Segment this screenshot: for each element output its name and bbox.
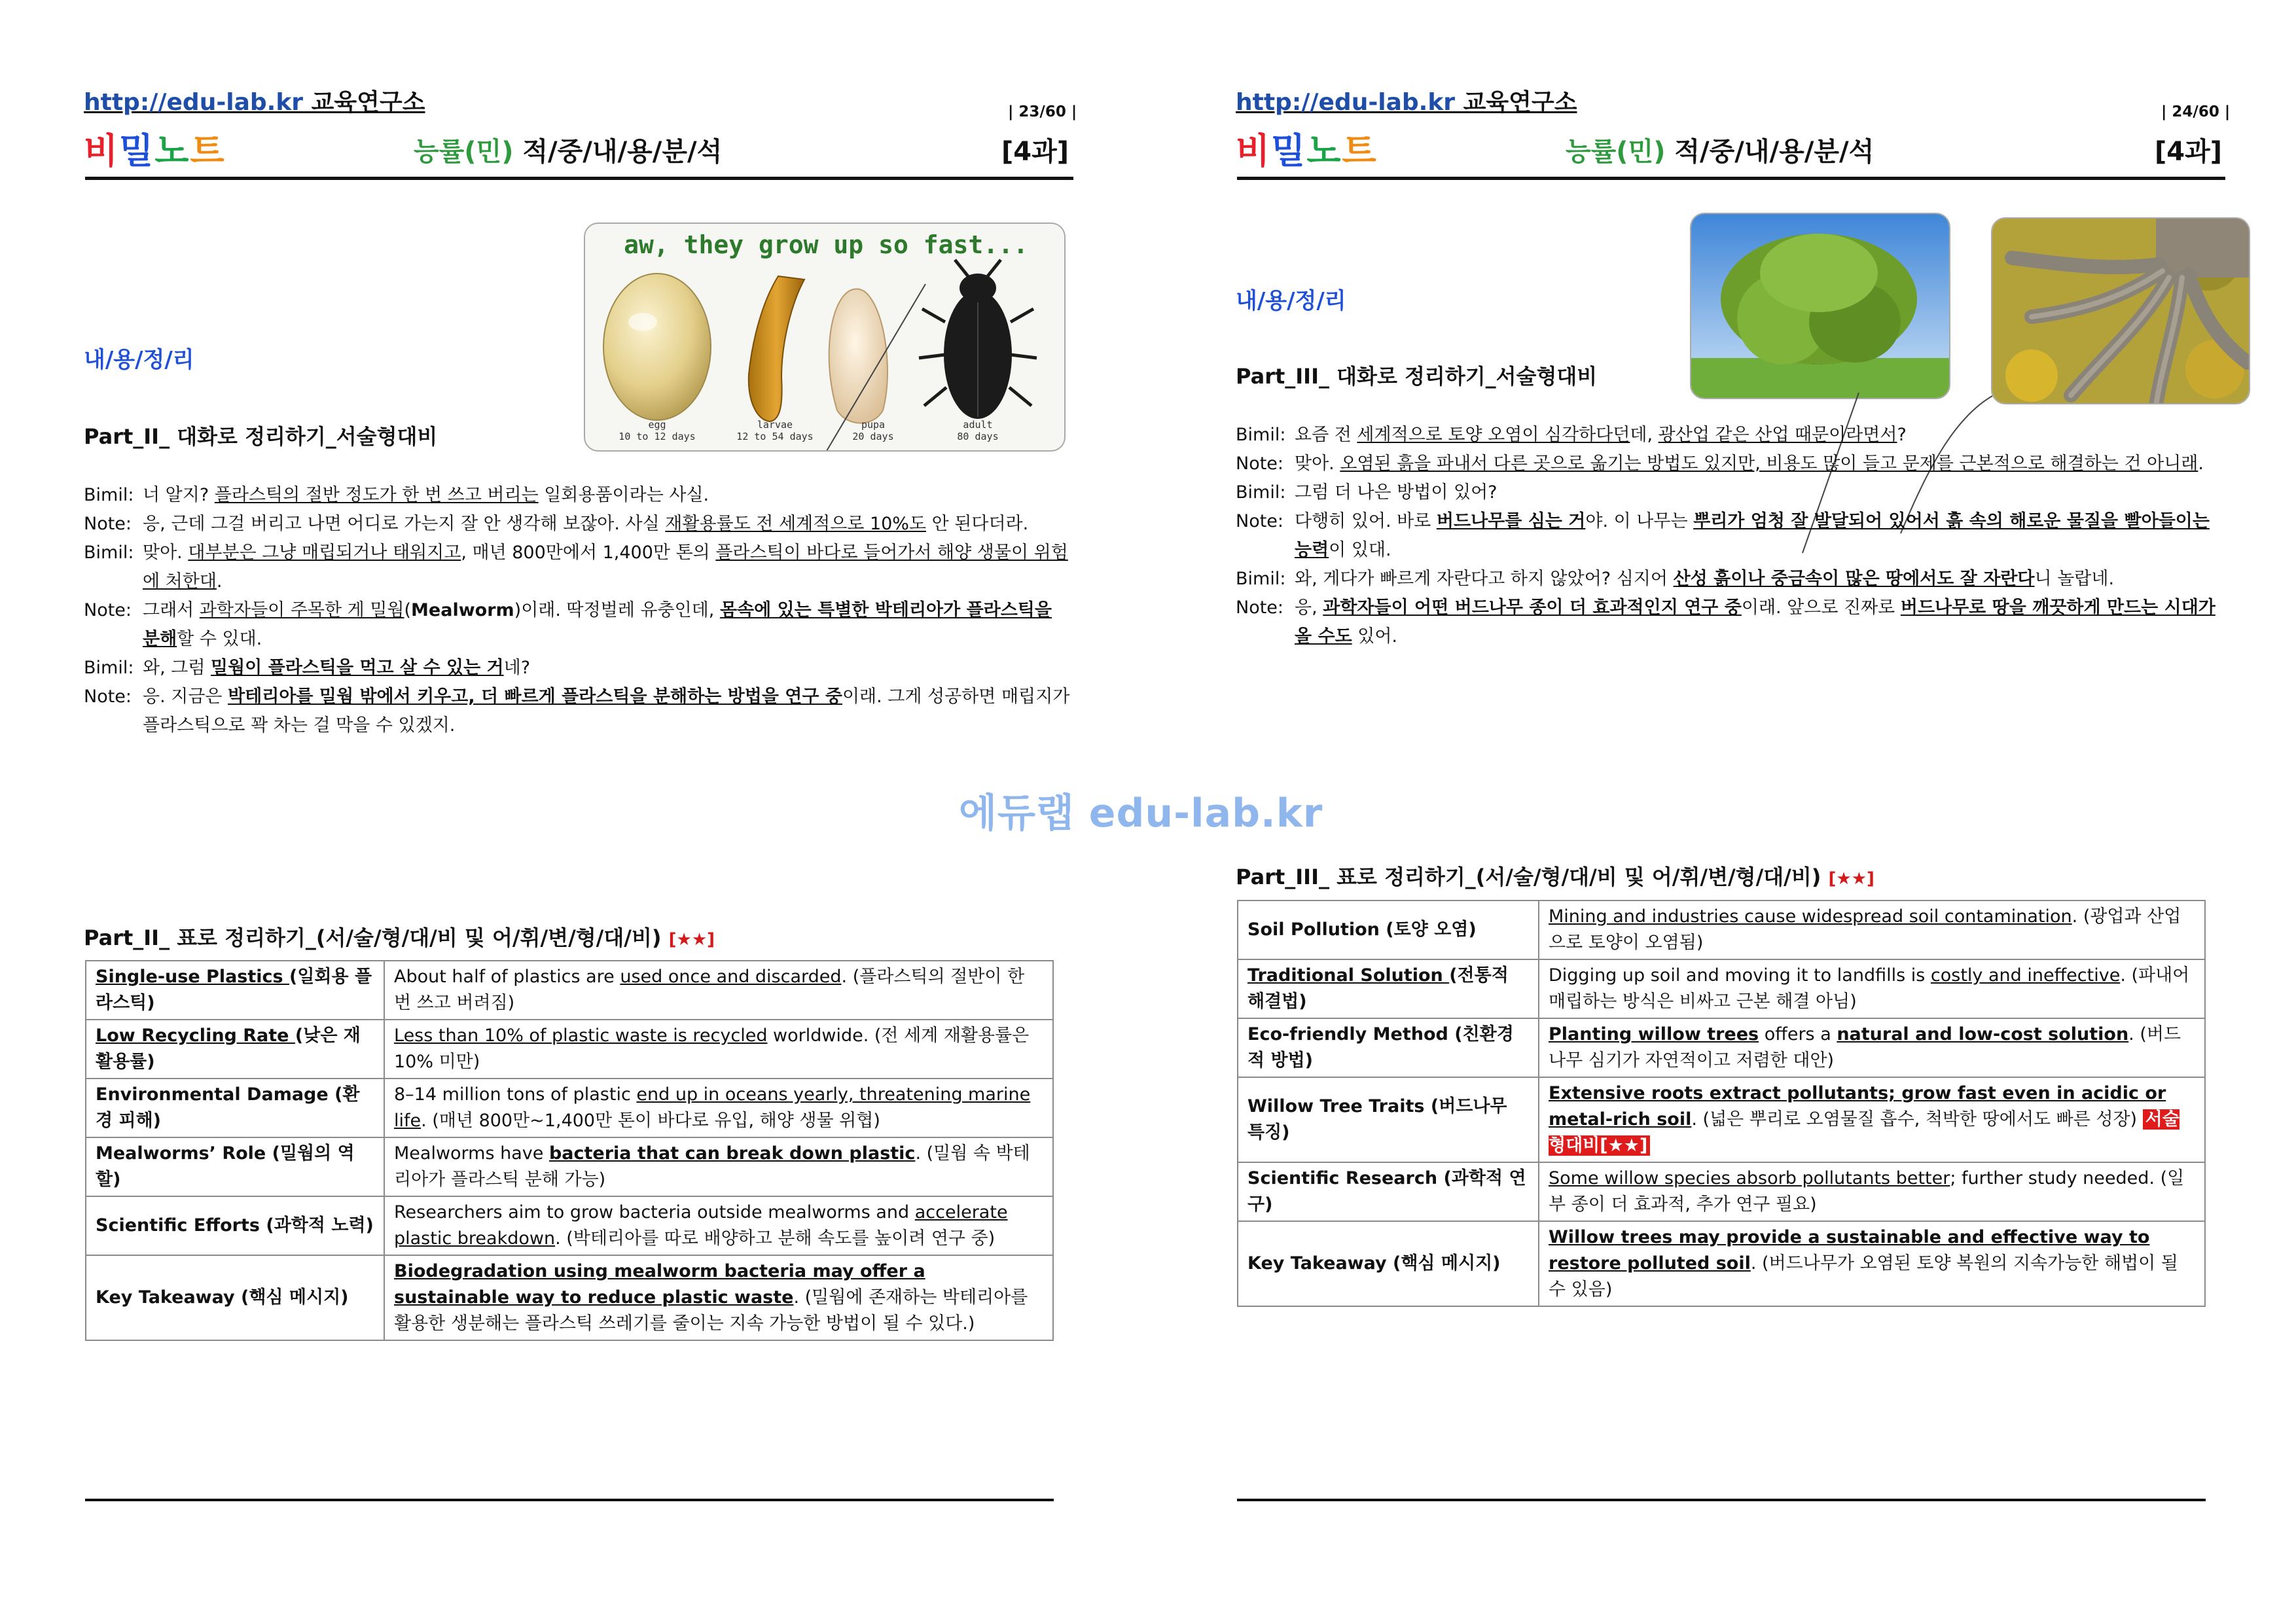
speaker-label: Note: [84,514,132,534]
table-row [1238,901,2205,959]
text-run: 광산업 같은 산업 때문이라면서 [1658,425,1897,445]
section-title: 내/용/정/리 [1236,288,1346,314]
dialog-line [1236,450,2224,478]
dialog-text [143,683,1072,740]
text-run: 요즘 전 [1295,425,1357,445]
text-run: . (밀웜에 존재하는 박테리아를 활용한 생분해는 플라스틱 쓰레기를 줄이는 지속 가능한 방법이 될 수 있다.) [394,1287,1028,1334]
dialog-line [84,683,1072,740]
summary-table [85,960,1054,1341]
watermark: 에듀랩 edu-lab.kr [959,791,1323,836]
text-run: Environmental Damage (환경 피해) [96,1084,360,1131]
text-run: 할 수 있대. [177,629,262,649]
table-value-cell [1539,1162,2205,1221]
dialog-line [1236,594,2224,651]
page-number: | 23/60 | [1008,103,1077,120]
table-row [86,1137,1053,1196]
lesson-number: [4과] [1001,137,1069,167]
page-number: | 24/60 | [2161,103,2231,120]
text-run: . (광업과 산업으로 토양이 오염됨) [1549,906,2181,953]
text-run: worldwide. (전 세계 재활용률은 10% 미만) [394,1026,1030,1072]
dialog-text [1295,565,2224,594]
footer-divider [85,1499,1054,1501]
table-row [86,961,1053,1020]
dialog-text [1295,478,2224,507]
text-run: 이래. 그게 성공하면 매립지가 플라스틱으로 꽉 차는 걸 막을 수 있겠지. [143,687,1070,736]
text-run: Traditional Solution [1247,965,1450,986]
text-run: 밀웜이 플라스틱을 먹고 살 수 있는 거 [211,658,504,678]
text-run: 박테리아를 밀웜 밖에서 키우고, 더 빠르게 플라스틱을 분해하는 방법을 연구 중 [228,687,842,707]
text-run: used once and discarded [620,967,842,987]
table-value-cell [1539,1221,2205,1306]
table-row [1238,1221,2205,1306]
table-key-cell [86,1020,384,1079]
text-run: . [2198,454,2204,474]
table-key-cell [86,961,384,1020]
stage-adult: adult 80 days [957,419,999,442]
dialog-text [143,596,1072,654]
text-run: Mealworms’ Role (밀웜의 역할) [96,1143,355,1190]
part-table-title: Part_III_ 표로 정리하기_(서/술/형/대/비 및 어/휘/변/형/대/비) [★★] [1236,865,1874,889]
site-url[interactable]: http://edu-lab.kr [1236,89,1456,116]
text-run: ? [1897,425,1907,445]
text-run: Digging up soil and moving it to landfills is [1549,965,1931,986]
table-key-cell [1238,1018,1539,1077]
text-run: Extensive roots extract pollutants; grow fast even in acidic or metal-rich soil [1549,1083,2166,1130]
header-divider [85,177,1073,180]
institute-name: 교육연구소 [311,89,425,116]
text-run: bacteria that can break down plastic [548,1143,916,1164]
text-run: . (매년 800만~1,400만 톤이 바다로 유입, 해양 생물 위협) [421,1111,880,1131]
text-run: Single-use Plastics [96,967,289,987]
table-row [86,1079,1053,1137]
text-run: Planting willow trees [1549,1024,1759,1044]
text-run: accelerate plastic breakdown [394,1202,1008,1249]
table-value-cell [384,1196,1053,1255]
table-row [86,1020,1053,1079]
text-run: 네? [503,658,531,678]
part-table-title: Part_II_ 표로 정리하기_(서/술/형/대/비 및 어/휘/변/형/대/비) [★★] [84,925,715,950]
text-run: 오염된 흙을 파내서 다른 곳으로 옮기는 방법도 있지만, 비용도 많이 들고 문제를 근본적으로 해결하는 건 아니래 [1340,454,2198,474]
text-run: 응. 지금은 [143,687,228,707]
text-run: Biodegradation using mealworm bacteria may offer a sustainable way to reduce plastic waste [394,1261,925,1308]
text-run: 버드나무를 심는 거 [1436,511,1586,531]
table-value-cell [1539,901,2205,959]
table-value-cell [384,1020,1053,1079]
speaker-label: Note: [1236,597,1284,618]
summary-table [1237,900,2206,1307]
dialog-text [143,539,1072,596]
speaker-label: Note: [1236,511,1284,531]
text-run: . (버드나무가 오염된 토양 복원의 지속가능한 해법이 될 수 있음) [1549,1253,2178,1300]
dialog-text [1295,507,2224,565]
text-run: , 매년 800만에서 1,400만 톤의 [461,543,716,563]
site-url[interactable]: http://edu-lab.kr [84,89,304,116]
speaker-label: Note: [84,687,132,707]
table-value-cell [384,1137,1053,1196]
institute-name: 교육연구소 [1463,89,1577,116]
dialog-text [1295,421,2224,450]
table-key-cell [86,1196,384,1255]
text-run: About half of plastics are [394,967,620,987]
text-run: offers a [1759,1024,1837,1044]
speaker-label: Note: [1236,454,1284,474]
text-run: . (밀웜 속 박테리아가 플라스틱 분해 가능) [394,1143,1030,1190]
text-run: . (파내어 매립하는 방식은 비싸고 근본 해결 아님) [1549,965,2190,1012]
text-run: Researchers aim to grow bacteria outside mealworms and [394,1202,915,1222]
table-key-cell [1238,901,1539,959]
dialog-line [84,481,1072,510]
text-run: . (넓은 뿌리로 오염물질 흡수, 척박한 땅에서도 빠른 성장) [1691,1109,2143,1130]
text-run: Willow trees may provide a sustainable and effective way to restore polluted soil [1549,1227,2150,1274]
dialog-line [84,510,1072,539]
brand-logo: 비밀노트 [84,130,226,171]
stage-larvae: larvae 12 to 54 days [736,419,814,442]
text-run: . (버드나무 심기가 자연적이고 저렴한 대안) [1549,1024,2181,1071]
text-run: Mealworm [411,600,514,620]
dialog-block [1236,421,2224,651]
speaker-label: Bimil: [1236,569,1286,589]
dialog-text [143,510,1072,539]
text-run: 서술형대비[★★] [1549,1109,2179,1156]
subject-title: 능률(민) 적/중/내/용/분/석 [414,137,723,167]
table-key-cell [1238,1221,1539,1306]
speaker-label: Bimil: [1236,482,1286,503]
table-key-cell [1238,1162,1539,1221]
dialog-line [84,539,1072,596]
speaker-label: Bimil: [1236,425,1286,445]
text-run: Eco-friendly Method (친환경적 방법) [1247,1024,1514,1071]
site-link[interactable] [84,84,425,117]
dialog-text [143,481,1072,510]
table-key-cell [86,1137,384,1196]
text-run: 야. 이 나무는 [1585,511,1694,531]
table-value-cell [384,1255,1053,1340]
importance-stars: [★★] [668,930,715,950]
text-run: 맞아. [143,543,188,563]
table-value-cell [384,1079,1053,1137]
text-run: end up in oceans yearly, threatening marine life [394,1084,1031,1131]
table-row [1238,1077,2205,1162]
brand-logo: 비밀노트 [1236,130,1378,171]
text-run: 플라스틱의 절반 정도가 한 번 쓰고 버리는 [214,485,539,505]
text-run: Less than 10% of plastic waste is recycled [394,1026,768,1046]
table-key-cell [86,1255,384,1340]
text-run: 응, [1295,597,1323,618]
text-run: Key Takeaway (핵심 메시지) [96,1287,349,1308]
text-run: . (박테리아를 따로 배양하고 분해 속도를 높이려 연구 중) [555,1228,996,1249]
text-run: 이래. 앞으로 진짜로 [1741,597,1901,618]
text-run: 버드나무로 땅을 깨끗하게 만드는 시대가 올 수도 [1295,597,2215,647]
text-run: 과학자들이 주목한 게 밀웜 [199,600,404,620]
lesson-number: [4과] [2155,137,2223,167]
speaker-label: Bimil: [84,658,134,678]
stage-pupa: pupa 20 days [852,419,894,442]
text-run: 맞아. [1295,454,1340,474]
text-run: (일회용 플라스틱) [96,967,372,1013]
text-run: Scientific Efforts (과학적 노력) [96,1215,374,1236]
table-row [86,1255,1053,1340]
part-dialog-title: Part_II_ 대화로 정리하기_서술형대비 [84,424,438,449]
text-run: 일회용품이라는 사실. [538,485,709,505]
text-run: 응, 근데 그걸 버리고 나면 어디로 가는지 잘 안 생각해 보잖아. 사실 [143,514,666,534]
text-run: 너 알지? [143,485,215,505]
text-run: ( [404,600,412,620]
dialog-line [84,596,1072,654]
dialog-line [1236,478,2224,507]
text-run: (전통적 해결법) [1247,965,1509,1012]
table-row [1238,1162,2205,1221]
dialog-line [84,654,1072,683]
text-run: 세계적으로 토양 오염이 심각하다던 [1357,425,1630,445]
table-value-cell [1539,1077,2205,1162]
dialog-text [1295,450,2224,478]
text-run: Some willow species absorb pollutants better [1549,1168,1950,1188]
importance-stars: [★★] [1828,869,1874,889]
text-run: 그럼 더 나은 방법이 있어? [1295,482,1498,503]
text-run: Scientific Research (과학적 연구) [1247,1168,1526,1215]
text-run: Willow Tree Traits (버드나무 특징) [1247,1096,1507,1143]
text-run: 몸속에 있는 특별한 박테리아가 플라스틱을 분해 [143,600,1052,649]
text-run: 니 놀랍네. [2034,569,2115,589]
table-row [1238,959,2205,1018]
dialog-block [84,481,1072,740]
table-row [1238,1018,2205,1077]
text-run: 재활용률도 전 세계적으로 10%도 [665,514,927,534]
table-value-cell [384,961,1053,1020]
text-run: ; further study needed. (일부 종이 더 효과적, 추가 연구 필요) [1549,1168,2185,1215]
stage-egg: egg 10 to 12 days [619,419,696,442]
text-run: 산성 흙이나 중금속이 많은 땅에서도 잘 자란다 [1673,569,2035,589]
table-key-cell [1238,1077,1539,1162]
dialog-line [1236,421,2224,450]
text-run: )이래. 딱정벌레 유충인데, [514,600,720,620]
table-key-cell [1238,959,1539,1018]
text-run: 대부분은 그냥 매립되거나 태워지고 [188,543,461,563]
dialog-line [1236,565,2224,594]
text-run: Mining and industries cause widespread soil contamination [1549,906,2072,927]
text-run: . (플라스틱의 절반이 한 번 쓰고 버려짐) [394,967,1025,1013]
speaker-label: Note: [84,600,132,620]
text-run: natural and low-cost solution [1837,1024,2129,1044]
text-run: 뿌리가 엄청 잘 발달되어 있어서 흙 속의 해로운 물질을 빨아들이는 능력 [1295,511,2210,560]
dialog-text [143,654,1072,683]
text-run: 와, 게다가 빠르게 자란다고 하지 않았어? 심지어 [1295,569,1674,589]
text-run: . [216,571,223,592]
text-run: costly and ineffective [1930,965,2121,986]
text-run: 있어. [1352,626,1397,647]
section-title: 내/용/정/리 [84,347,194,373]
subject-title: 능률(민) 적/중/내/용/분/석 [1566,137,1874,167]
text-run: 다행히 있어. 바로 [1295,511,1437,531]
text-run: 그래서 [143,600,200,620]
text-run: Mealworms have [394,1143,549,1164]
text-run: 데, [1630,425,1659,445]
table-value-cell [1539,959,2205,1018]
dialog-line [1236,507,2224,565]
text-run: (낮은 재활용률) [96,1026,361,1072]
image-caption-top: aw, they grow up so fast... [624,230,1028,259]
text-run: 과학자들이 어떤 버드나무 종이 더 효과적인지 연구 중 [1323,597,1742,618]
text-run: 8–14 million tons of plastic [394,1084,637,1105]
table-value-cell [1539,1018,2205,1077]
text-run: 안 된다더라. [926,514,1029,534]
speaker-label: Bimil: [84,485,134,505]
part-dialog-title: Part_III_ 대화로 정리하기_서술형대비 [1236,364,1598,389]
text-run: 와, 그럼 [143,658,211,678]
footer-divider [1237,1499,2206,1501]
table-key-cell [86,1079,384,1137]
mealworm-lifecycle-image [584,223,1066,452]
text-run: Low Recycling Rate [96,1026,295,1046]
text-run: Key Takeaway (핵심 메시지) [1247,1253,1501,1274]
text-run: 이 있대. [1329,540,1391,560]
text-run: Soil Pollution (토양 오염) [1247,919,1477,940]
dialog-text [1295,594,2224,651]
table-row [86,1196,1053,1255]
text-run: 플라스틱이 바다로 들어가서 해양 생물이 위험에 처한대 [143,543,1068,592]
speaker-label: Bimil: [84,543,134,563]
